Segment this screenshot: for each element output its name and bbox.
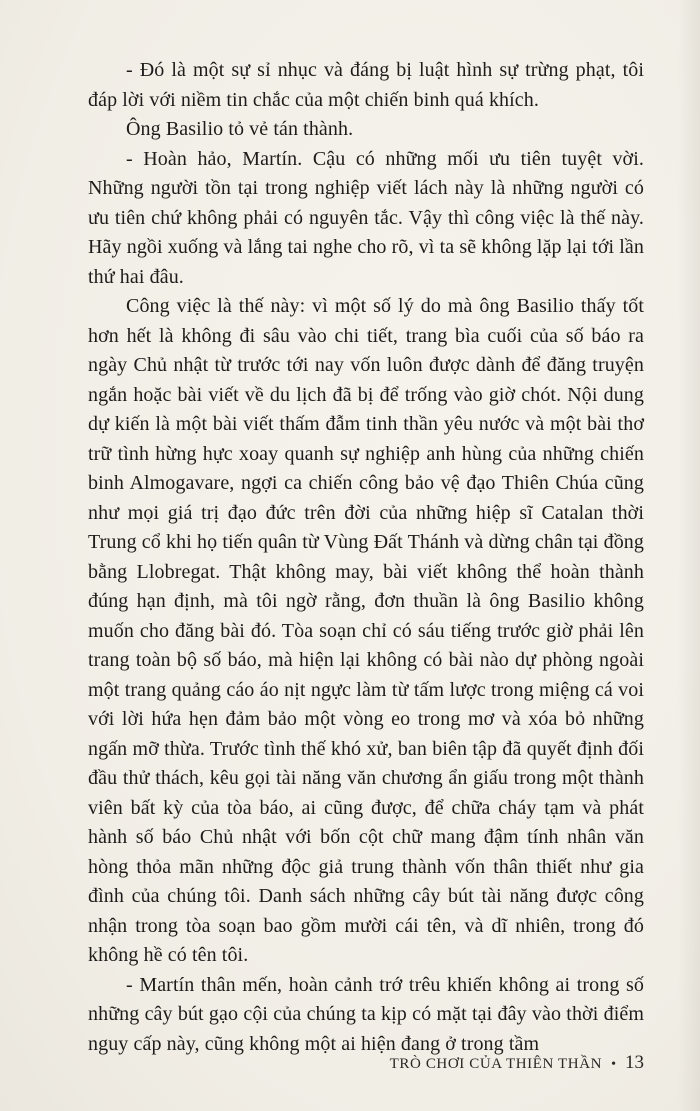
paragraph-martin-address: - Martín thân mến, hoàn cảnh trớ trêu khiến không ai trong số những cây bút gạo cội của chúng ta kịp có mặt tại đây vào thời điểm nguy cấp này, cũng không một ai hiện đang ở trong tầm xyxy=(88,973,644,1055)
running-title: TRÒ CHƠI CỦA THIÊN THẦN xyxy=(389,1056,603,1072)
page-number: 13 xyxy=(625,1052,644,1073)
footer-separator: • xyxy=(611,1057,616,1072)
paragraph-insult-reply: - Đó là một sự sỉ nhục và đáng bị luật hình sự trừng phạt, tôi đáp lời với niềm tin chắc của một chiến binh quá khích. xyxy=(88,59,644,111)
body-text xyxy=(88,56,644,1059)
paragraph-basilio-approves: Ông Basilio tỏ vẻ tán thành. xyxy=(126,118,354,140)
paragraph-basilio-speech: - Hoàn hảo, Martín. Cậu có những mối ưu tiên tuyệt vời. Những người tồn tại trong nghiệp viết lách này là những người có ưu tiên chứ không phải có nguyên tắc. Vậy thì công việc là thế này. Hãy ngồi xuống và lắng tai nghe cho rõ, vì ta sẽ không lặp lại tới lần thứ hai đâu. xyxy=(88,147,644,288)
paragraph-job-description: Công việc là thế này: vì một số lý do mà ông Basilio thấy tốt hơn hết là không đi sâu vào chi tiết, trang bìa cuối của số báo ra ngày Chủ nhật từ trước tới nay vốn luôn được dành để đăng truyện ngắn hoặc bài viết về du lịch đã bị để trống vào giờ chót. Nội dung dự kiến là một bài viết thấm đẫm tinh thần yêu nước và một bài thơ trữ tình hừng hực xoay quanh sự nghiệp anh hùng của những chiến binh Almogavare, ngợi ca chiến công bảo vệ đạo Thiên Chúa cũng như mọi giá trị đạo đức trên đời của những hiệp sĩ Catalan thời Trung cổ khi họ tiến quân từ Vùng Đất Thánh và dừng chân tại đồng bằng Llobregat. Thật không may, bài viết không thể hoàn thành đúng hạn định, mà tôi ngờ rằng, đơn thuần là ông Basilio không muốn cho đăng bài đó. Tòa soạn chỉ có sáu tiếng trước giờ phải lên trang toàn bộ số báo, mà hiện lại không có bài nào dự phòng ngoài một trang quảng cáo áo nịt ngực làm từ tấm lược trong miệng cá voi với lời hứa hẹn đảm bảo một vòng eo trong mơ và xóa bỏ những ngấn mỡ thừa. Trước tình thế khó xử, ban biên tập đã quyết định đối đầu thử thách, kêu gọi tài năng văn chương ẩn giấu trong một thành viên bất kỳ của tòa báo, ai cũng được, để chữa cháy tạm và phát hành số báo Chủ nhật với bốn cột chữ mang đậm tính nhân văn hòng thỏa mãn những độc giả trung thành vốn thân thiết như gia đình của chúng tôi. Danh sách những cây bút tài năng được công nhận trong tòa soạn bao gồm mười cái tên, và dĩ nhiên, trong đó không hề có tên tôi. xyxy=(88,295,644,966)
page-edge-shadow xyxy=(678,0,700,1111)
running-footer xyxy=(390,1052,644,1074)
